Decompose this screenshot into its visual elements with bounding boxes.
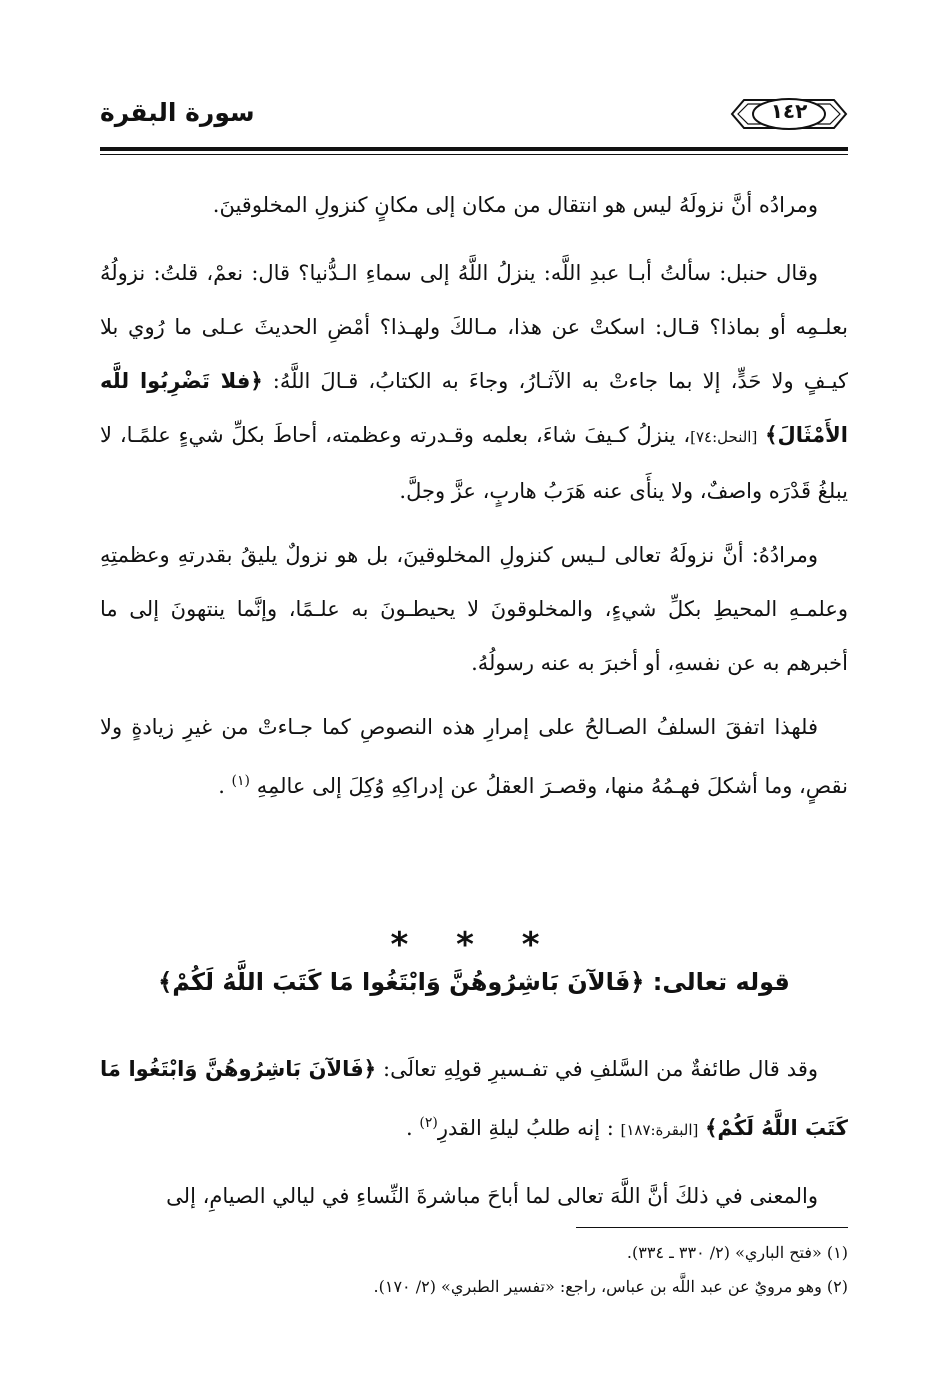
paragraph-2-continuation: ، ينزلُ كـيفَ شاءَ، بعلمه وقـدرته وعظمته، أحاطَ بكلِّ شيءٍ علمًـا، لا يبلغُ قَدْرَه واصفٌ، ولا ينأَى عنه هَرَبُ هاربٍ، عزَّ وجلَّ.	[100, 423, 848, 503]
section-paragraph-1-end: .	[405, 1116, 420, 1140]
section-paragraph-1	[100, 1042, 848, 1157]
section-paragraph-1-continuation: : إنه طلبُ ليلةِ القدرِ	[437, 1116, 614, 1140]
header-rule-thin	[100, 154, 848, 155]
paragraph-1: ومرادُه أنَّ نزولَهُ ليس هو انتقال من مكان إلى مكانٍ كنزولِ المخلوقينَ.	[212, 193, 818, 217]
footnote-1: (١) «فتح الباري» (٢/ ٣٣٠ ـ ٣٣٤).	[626, 1243, 848, 1262]
header-rule-thick	[100, 147, 848, 151]
footnote-2: (٢) وهو مرويٌ عن عبد اللَّه بن عباس، راجع: «تفسير الطبري» (٢/ ١٧٠).	[373, 1277, 848, 1296]
heading-prefix: قوله تعالى:	[644, 968, 790, 996]
footnote-marker-1: (١)	[231, 773, 251, 789]
paragraph-4-text: فلهذا اتفقَ السلفُ الصـالحُ على إمرارِ هذه النصوصِ كما جـاءتْ من غيرِ زيادةٍ ولا نقصٍ، وما أشكلَ فهـمُهُ منها، وقصـرَ العقلُ عن إدراكِهِ وُكِلَ إلى عالمِهِ	[100, 715, 848, 798]
quran-verse: ﴿فَالآنَ بَاشِرُوهُنَّ وَابْتَغُوا مَا كَتَبَ اللَّهُ لَكُمْ﴾	[100, 1057, 848, 1140]
section-heading	[100, 968, 848, 996]
verse-reference: [البقرة:١٨٧]	[620, 1121, 699, 1139]
paragraph-4-end: .	[218, 774, 232, 798]
footnote-rule	[576, 1227, 848, 1228]
footnotes	[100, 1236, 848, 1304]
main-text	[100, 178, 848, 823]
paragraph-2-text: وقال حنبل: سألتُ أبـا عبدِ اللَّه: ينزلُ اللَّهُ إلى سماءِ الـدُّنيا؟ قال: نعمْ، قلتُ: نزولُهُ بعلـمِه أو بماذا؟ قـال: اسكتْ عن هذا، مـالكَ ولهـذا؟ أمْضِ الحديثَ عـلى ما رُوي بلا كيـفٍ ولا حَدٍّ، إلا بما جاءتْ به الآثـارُ، وجاءَ به الكتابُ، قـالَ اللَّهُ:	[100, 261, 848, 393]
heading-verse: ﴿فَالآنَ بَاشِرُوهُنَّ وَابْتَغُوا مَا كَتَبَ اللَّهُ لَكُمْ﴾	[158, 968, 645, 996]
paragraph-3: ومرادُهُ: أنَّ نزولَهُ تعالى لـيس كنزولِ المخلوقينَ، بل هو نزولٌ يليقُ بقدرتهِ وعظمتِهِ وعلمـهِ المحيطِ بكلِّ شيءٍ، والمخلوقونَ لا يحيطـونَ به علـمًا، وإنَّما ينتهونَ إلى ما أخبرهم به عن نفسهِ، أو أخبرَ به عنه رسولُهُ.	[100, 543, 848, 675]
page-number: ١٤٢	[770, 99, 808, 123]
paragraph-4	[100, 700, 848, 813]
section-text	[100, 1042, 848, 1235]
paragraph-2	[100, 246, 848, 518]
quran-verse: ﴿فلا تَضْرِبُوا للَّه الأَمْثَالَ﴾	[100, 369, 848, 447]
section-divider: * * *	[390, 925, 558, 965]
section-paragraph-1-text: وقد قال طائفةٌ من السَّلفِ في تفـسيرِ قولِهِ تعالَى:	[376, 1057, 818, 1081]
footnote-marker-2: (٢)	[419, 1115, 438, 1131]
section-paragraph-2: والمعنى في ذلكَ أنَّ اللَّهَ تعالى لما أباحَ مباشرةَ النِّساءِ في ليالي الصيامِ، إلى	[166, 1184, 818, 1208]
surah-title: سورة البقرة	[100, 98, 255, 127]
verse-reference: [النحل:٧٤]	[690, 428, 758, 446]
page-header	[100, 92, 848, 142]
